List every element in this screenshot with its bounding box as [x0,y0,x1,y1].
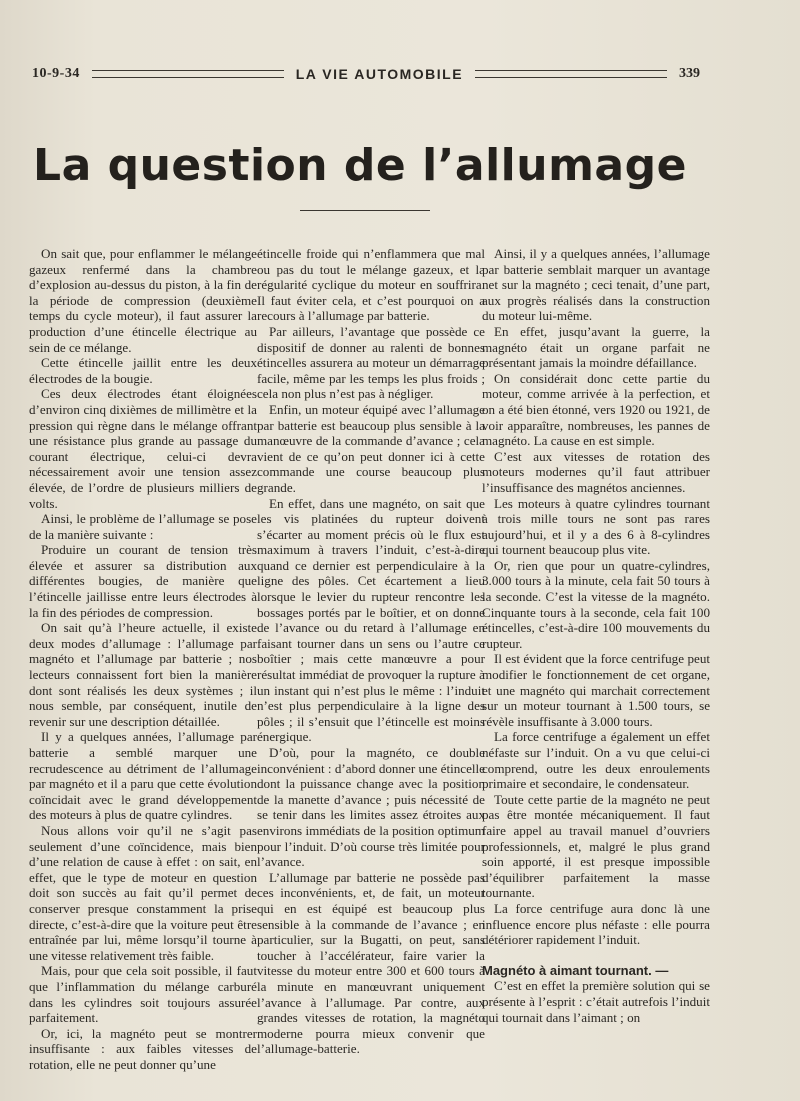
paragraph: Or, rien que pour un quatre-cylindres, 3.000 tours à la minute, cela fait 50 tours à la seconde. C’est la vitesse de la magnéto. Cinquante tours à la seconde, cela fait 100 étincelles, c’est-à-dire 100 mouvements du rupteur. [482,557,710,651]
paragraph: L’allumage par batterie ne possède pas ces inconvénients, et, de fait, un moteur qui en est équipé est beaucoup plus sensible à la commande de l’avance ; en particulier, sur la Bugatti, on peut, sans toucher à l’accélérateur, faire varier la vitesse du moteur entre 300 et 600 tours à la minute en manœuvrant uniquement l’avance à l’allumage. Par contre, aux grandes vitesses de rotation, la magnéto moderne pourra mieux convenir que l’allumage-batterie. [257,869,485,1057]
paragraph: Enfin, un moteur équipé avec l’allumage par batterie est beaucoup plus sensible à la manœuvre de la commande d’avance ; cela vient de ce qu’on peut donner ici à cette commande une course beaucoup plus grande. [257,401,485,495]
column-1 [29,246,257,1072]
paragraph: Mais, pour que cela soit possible, il faut que l’inflammation du mélange carburé dans les cylindres soit toujours assurée parfaitement. [29,963,257,1026]
title-underline [300,210,430,211]
header-rule-right [475,70,667,78]
article-title: La question de l’allumage [33,140,687,191]
paragraph: Ainsi, il y a quelques années, l’allumage par batterie semblait marquer un avantage net sur la magnéto ; ceci tenait, d’une part, aux progrès réalisés dans la construction du moteur lui-même. [482,246,710,324]
issue-date: 10-9-34 [32,66,80,81]
paragraph: Or, ici, la magnéto peut se montrer insuffisante : aux faibles vitesses de rotation, elle ne peut donner qu’une [29,1025,257,1072]
paragraph: En effet, jusqu’avant la guerre, la magnéto était un organe parfait ne présentant jamais la moindre défaillance. [482,323,710,371]
paragraph: C’est en effet la première solution qui se présente à l’esprit : c’était autrefois l’induit qui tournait dans l’aimant ; on [482,978,710,1025]
paragraph: La force centrifuge a également un effet néfaste sur l’induit. On a vu que celui-ci comprend, outre les deux enroulements primaire et secondaire, le condensateur. [482,729,710,792]
paragraph: On sait que, pour enflammer le mélange gazeux renfermé dans la chambre d’explosion au-dessus du piston, à la fin de la période de compression (deuxième temps du cycle moteur), il faut assurer la production d’une étincelle électrique au sein de ce mélange. [29,246,257,355]
journal-name: LA VIE AUTOMOBILE [295,66,464,82]
paragraph: On sait qu’à l’heure actuelle, il existe deux modes d’allumage : l’allumage par magnéto et l’allumage par batterie ; nos lecteurs connaissent fort bien la manière dont sont réalisés les deux systèmes ; il nous semble, par conséquent, inutile de revenir sur une description détaillée. [29,620,257,729]
paragraph: Nous allons voir qu’il ne s’agit pas seulement d’une coïncidence, mais bien d’une relation de cause à effet : on sait, en effet, que le type de moteur en question doit son succès au fait qu’il permet de conserver presque constamment la prise directe, c’est-à-dire que la voiture peut être entraînée par lui, même lorsqu’il tourne à une vitesse relativement très faible. [29,822,257,963]
header-rule-left [92,70,284,78]
paragraph: Ainsi, le problème de l’allumage se pose de la manière suivante : [29,511,257,542]
paragraph: En effet, dans une magnéto, on sait que les vis platinées du rupteur doivent s’écarter au moment précis où le flux est maximum à travers l’induit, c’est-à-dire quand ce dernier est perpendiculaire à la ligne des pôles. Cet écartement a lieu lorsque le levier du rupteur rencontre les bossages portés par le boîtier, et on donne de l’avance ou du retard à l’allumage en faisant tourner dans un sens ou l’autre ce boîtier ; mais cette manœuvre a pour résultat immédiat de provoquer la rupture à un instant qui n’est plus le même : l’induit n’est plus perpendiculaire à la ligne des pôles ; il s’ensuit que l’étincelle est moins énergique. [257,495,485,745]
page-number: 339 [679,66,700,81]
paragraph: Ces deux électrodes étant éloignées d’environ cinq dixièmes de millimètre et la pression qui règne dans le mélange offrant une résistance plus grande au passage du courant électrique, celui-ci devra nécessairement avoir une tension assez élevée, de l’ordre de plusieurs milliers de volts. [29,386,257,511]
paragraph: Il y a quelques années, l’allumage par batterie a semblé marquer une recrudescence au détriment de l’allumage par magnéto et il a paru que cette évolution coïncidait avec le grand développement des moteurs à plus de quatre cylindres. [29,729,257,823]
section-heading: Magnéto à aimant tournant. — [482,962,669,978]
paragraph: Produire un courant de tension très élevée et assurer sa distribution aux différentes bougies, de manière que l’étincelle jaillisse entre leurs électrodes à la fin des périodes de compression. [29,542,257,620]
paragraph: Par ailleurs, l’avantage que possède ce dispositif de donner au ralenti de bonnes étincelles assurera au moteur un démarrage facile, même par les temps les plus froids ; cela non plus n’est pas à négliger. [257,323,485,402]
paragraph: C’est aux vitesses de rotation des moteurs modernes qu’il faut attribuer l’insuffisance des magnétos anciennes. [482,448,710,495]
column-3 [482,246,710,1025]
paragraph: La force centrifuge aura donc là une influence encore plus néfaste : elle pourra détériorer rapidement l’induit. [482,900,710,948]
section-heading-paragraph [482,963,710,979]
paragraph: D’où, pour la magnéto, ce double inconvénient : d’abord donner une étincelle dont la puissance change avec la position de la manette d’avance ; puis nécessité de se tenir dans les limites assez étroites aux environs immédiats de la position optimum pour l’induit. D’où course très limitée pour l’avance. [257,745,485,870]
paragraph: Les moteurs à quatre cylindres tournant à trois mille tours ne sont pas rares aujourd’hui, et il y a des 6 à 8-cylindres qui tournent beaucoup plus vite. [482,495,710,558]
paragraph: Toute cette partie de la magnéto ne peut pas être montée mécaniquement. Il faut faire appel au travail manuel d’ouvriers professionnels, et, malgré le plus grand soin apporté, il est presque impossible d’équilibrer parfaitement la masse tournante. [482,791,710,901]
paragraph: Il est évident que la force centrifuge peut modifier le fonctionnement de cet organe, et une magnéto qui marchait correctement sur un moteur tournant à 1.500 tours, se révèle insuffisante à 3.000 tours. [482,651,710,729]
paragraph: étincelle froide qui n’enflammera que mal ou pas du tout le mélange gazeux, et la régularité cyclique du moteur en souffrira. Il faut éviter cela, et c’est pourquoi on a recours à l’allumage par batterie. [257,246,485,324]
paragraph: On considérait donc cette partie du moteur, comme arrivée à la perfection, et on a été bien étonné, vers 1920 ou 1921, de voir apparaître, nombreuses, les pannes de magnéto. La cause en est simple. [482,370,710,449]
column-2 [257,246,485,1057]
running-header [32,64,700,84]
paragraph: Cette étincelle jaillit entre les deux électrodes de la bougie. [29,355,257,386]
